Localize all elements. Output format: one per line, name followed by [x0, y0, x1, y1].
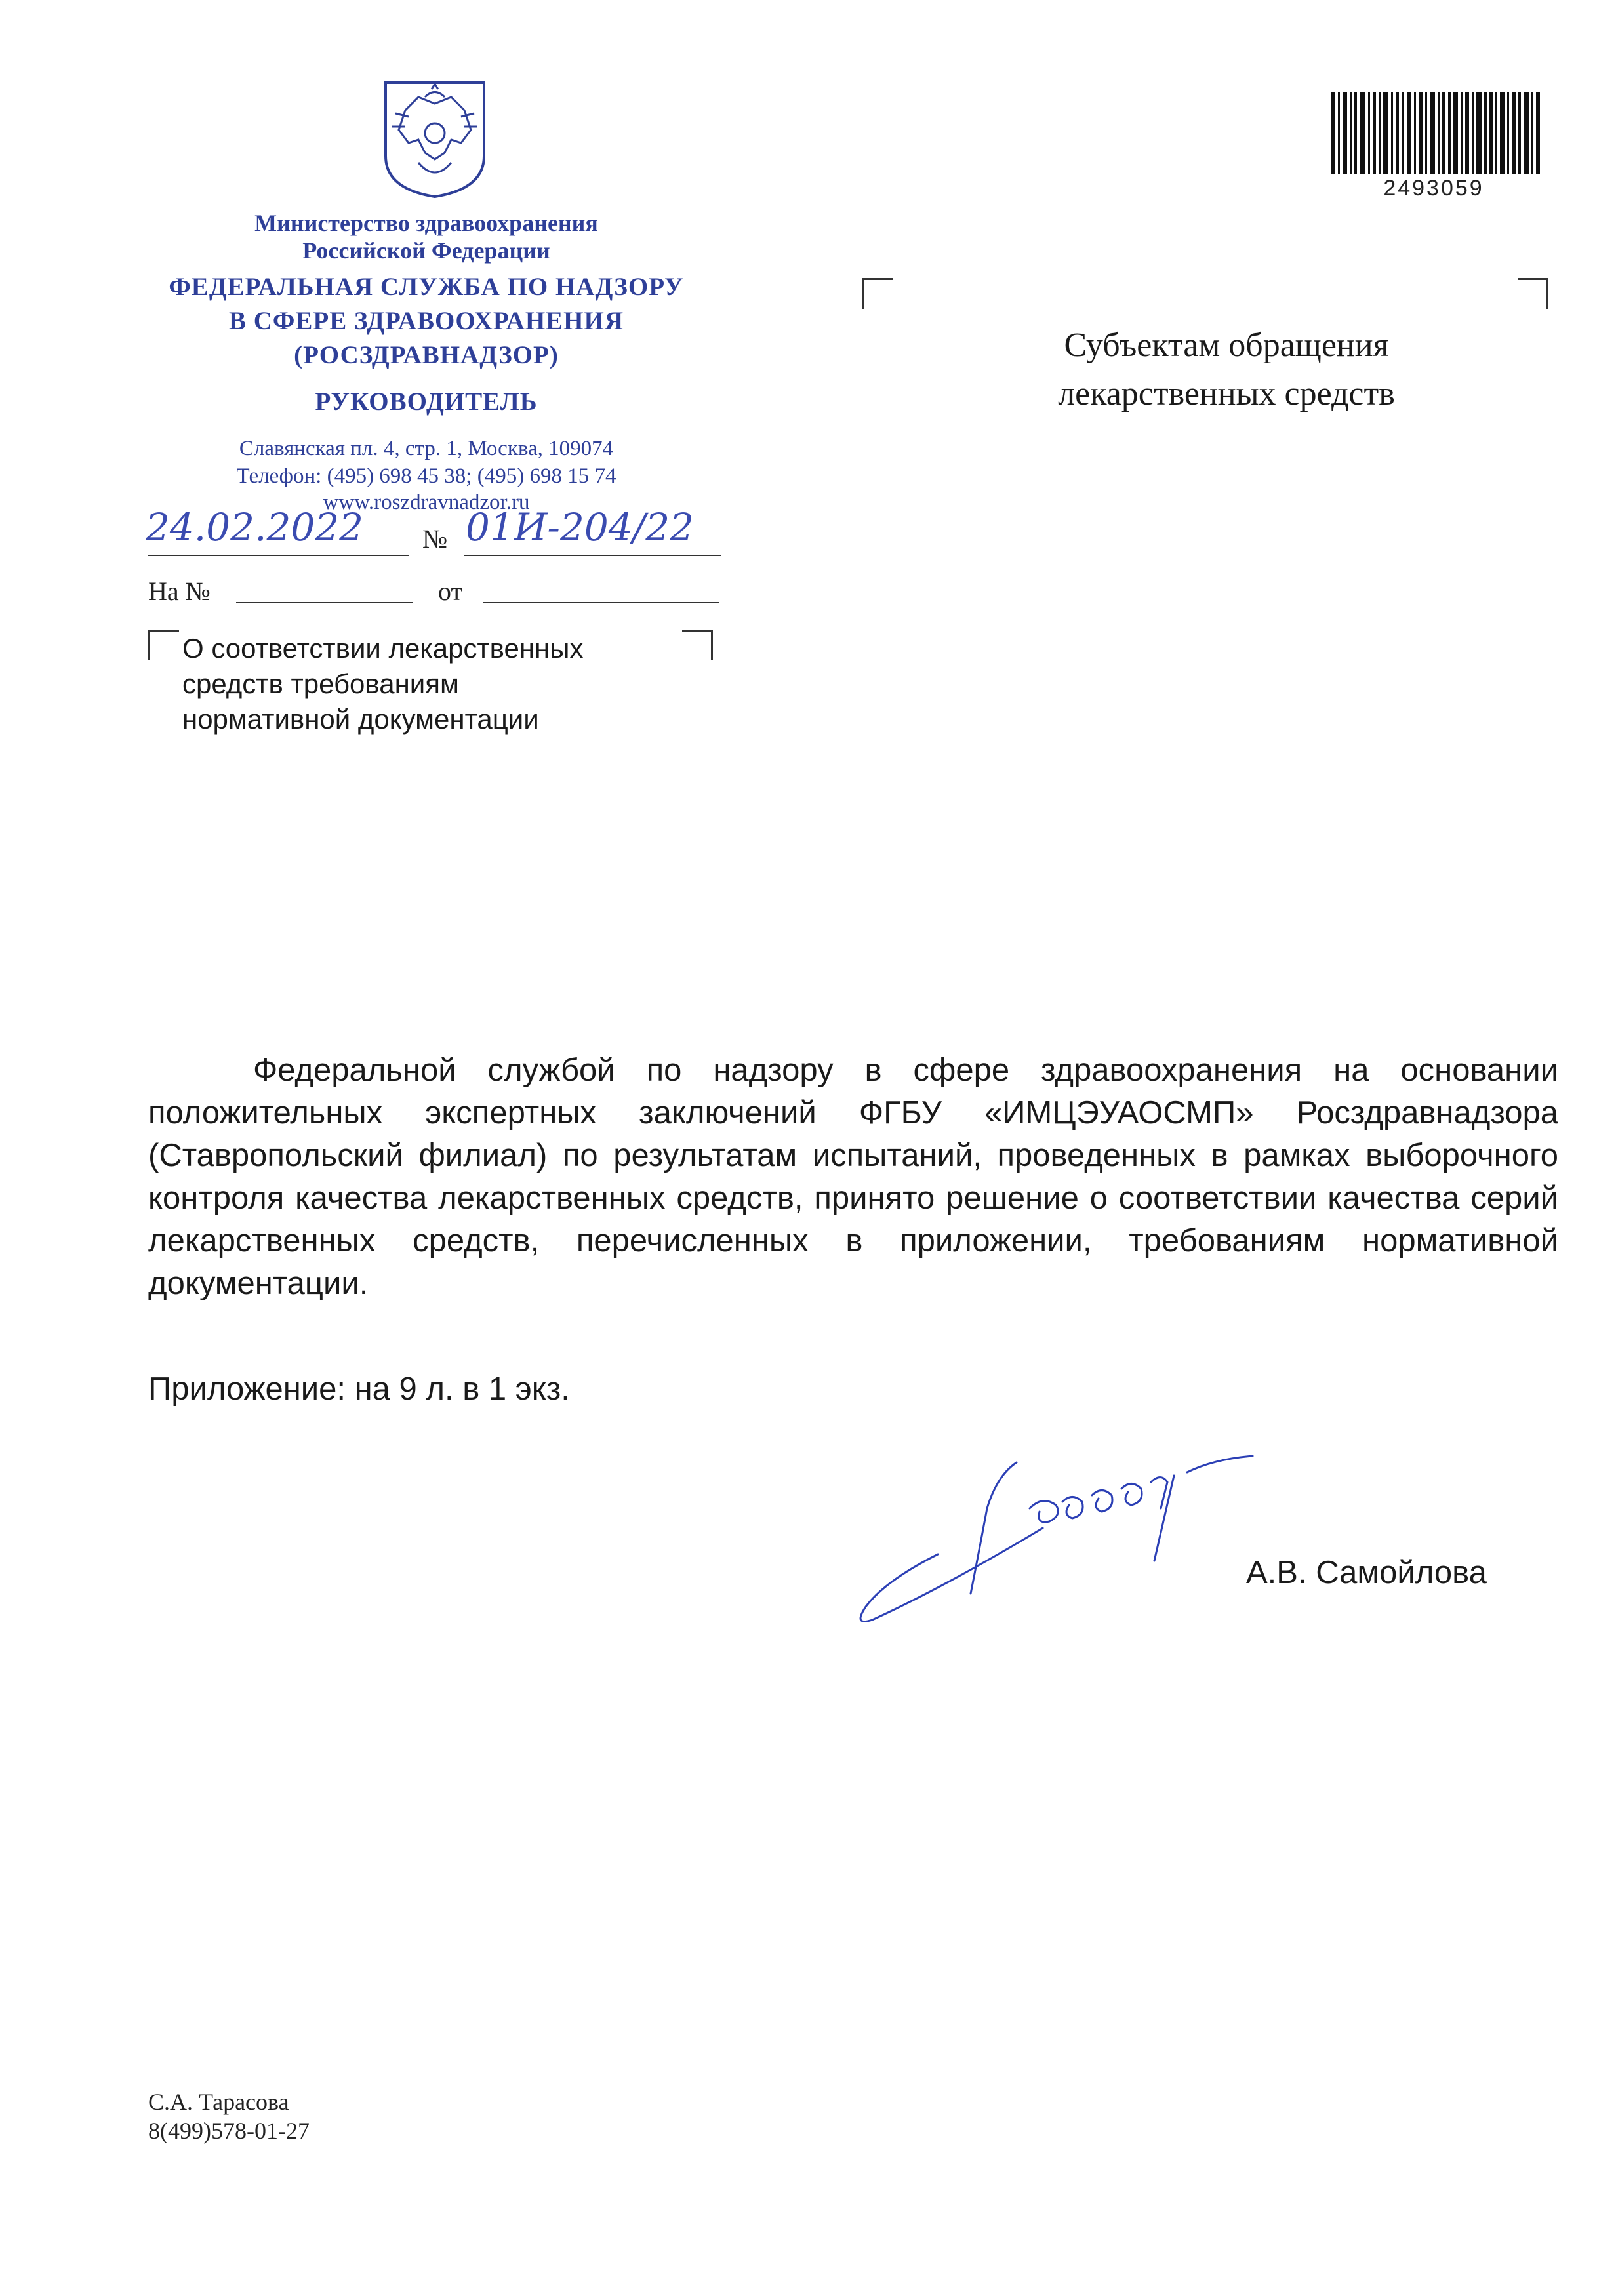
number-sign: №	[422, 524, 448, 554]
executor-block	[148, 2087, 310, 2145]
reply-label: На №	[148, 576, 211, 606]
letter-body	[148, 1049, 1558, 1305]
attachment-note: Приложение: на 9 л. в 1 экз.	[148, 1371, 570, 1407]
executor-phone: 8(499)578-01-27	[148, 2118, 310, 2144]
barcode-icon	[1331, 92, 1541, 174]
ministry-name-line2: Российской Федерации	[302, 237, 550, 264]
body-paragraph: Федеральной службой по надзору в сфере здравоохранения на основании положительных экспертных заключений ФГБУ «ИМЦЭУАОСМП» Росздравнадзора (Ставропольский филиал) по результатам испытаний, проведенных в рамках выборочного контроля качества лекарственных средств, принято решение о соответствии качества серий лекарственных средств, перечисленных в приложении, требованиям нормативной документации.	[148, 1053, 1558, 1301]
date-underline	[148, 555, 409, 556]
registration-number: 01И-204/22	[466, 505, 695, 550]
subject-line2: средств требованиям	[182, 668, 459, 699]
reply-date-line	[483, 602, 719, 603]
addressee-block	[977, 321, 1476, 418]
service-name-line2: В СФЕРЕ ЗДРАВООХРАНЕНИЯ	[228, 307, 624, 335]
position-title: РУКОВОДИТЕЛЬ	[315, 388, 538, 416]
ministry-name-line1: Министерство здравоохранения	[254, 210, 598, 236]
number-underline	[464, 555, 721, 556]
service-name-line3: (РОСЗДРАВНАДЗОР)	[294, 341, 559, 369]
subject-block	[182, 631, 707, 737]
subject-line3: нормативной документации	[182, 704, 539, 735]
addressee-corner-right	[1518, 278, 1548, 309]
signer-name: А.В. Самойлова	[1246, 1555, 1487, 1590]
reply-number-line	[236, 602, 413, 603]
phone-line: Телефон: (495) 698 45 38; (495) 698 15 74	[236, 464, 616, 488]
address-line: Славянская пл. 4, стр. 1, Москва, 109074	[239, 437, 614, 460]
handwritten-signature-icon	[846, 1430, 1318, 1659]
addressee-line2: лекарственных средств	[1058, 375, 1395, 413]
executor-name: С.А. Тарасова	[148, 2089, 289, 2115]
coat-of-arms-icon	[379, 77, 491, 199]
subject-corner-left	[148, 630, 179, 660]
website-line: www.roszdravnadzor.ru	[323, 491, 530, 514]
subject-line1: О соответствии лекарственных	[182, 633, 584, 664]
addressee-corner-left	[862, 278, 893, 309]
addressee-line1: Субъектам обращения	[1064, 327, 1389, 364]
registration-date: 24.02.2022	[146, 505, 364, 550]
service-name-line1: ФЕДЕРАЛЬНАЯ СЛУЖБА ПО НАДЗОРУ	[169, 273, 684, 301]
barcode-number: 2493059	[1383, 176, 1484, 201]
from-label: от	[438, 576, 462, 606]
